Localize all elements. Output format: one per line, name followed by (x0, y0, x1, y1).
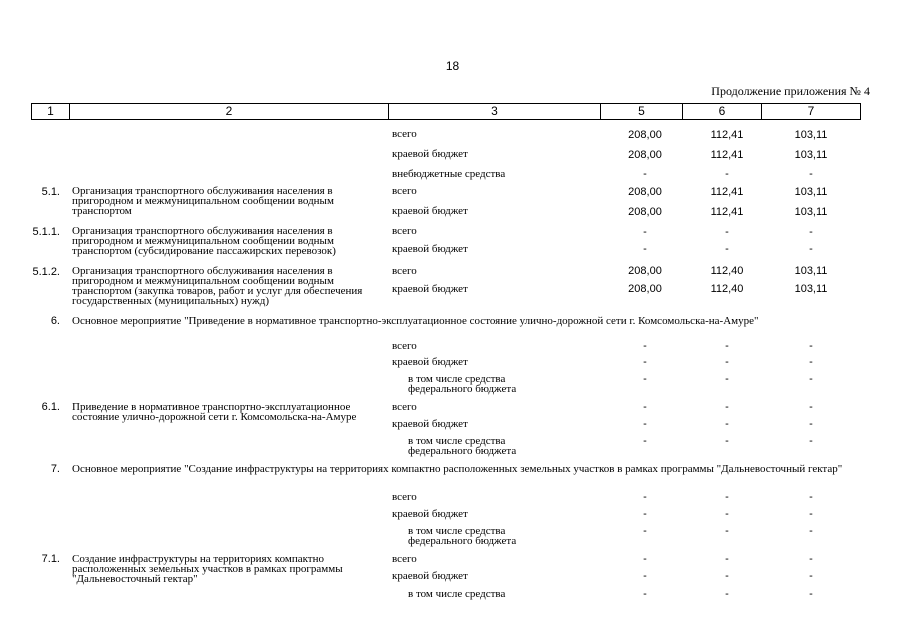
row-index: 7.1. (41, 553, 60, 565)
value-col6: - (725, 356, 729, 368)
value-col5: - (643, 168, 647, 180)
source-label: всего (392, 265, 417, 277)
source-label: краевой бюджет (392, 418, 468, 430)
value-col6: - (725, 553, 729, 565)
value-col5: - (643, 491, 647, 503)
source-label: краевой бюджет (392, 508, 468, 520)
value-col7: - (809, 401, 813, 413)
value-col5: - (643, 588, 647, 600)
header-col-5: 5 (600, 103, 683, 120)
appendix-note: Продолжение приложения № 4 (711, 84, 870, 98)
header-col-2: 2 (69, 103, 389, 120)
value-col6: 112,40 (710, 265, 744, 277)
source-label: всего (392, 340, 417, 352)
source-label: в том числе средства (408, 588, 506, 600)
source-label: всего (392, 553, 417, 565)
header-col-6: 6 (682, 103, 762, 120)
row-index: 5.1.1. (32, 226, 60, 238)
value-col7: 103,11 (794, 265, 828, 277)
value-col7: - (809, 435, 813, 447)
source-label: краевой бюджет (392, 570, 468, 582)
row-index: 6.1. (41, 401, 60, 413)
value-col6: - (725, 570, 729, 582)
source-label: в том числе средства федерального бюджета (408, 373, 517, 395)
row-description: Организация транспортного обслуживания населения в пригородном и межмуниципальном сообщении водным транспортом (72, 185, 334, 217)
source-label: краевой бюджет (392, 205, 468, 217)
source-label: в том числе средства федерального бюджета (408, 525, 517, 547)
value-col7: - (809, 525, 813, 537)
value-col5: - (643, 553, 647, 565)
value-col5: - (643, 356, 647, 368)
value-col6: - (725, 418, 729, 430)
source-label: краевой бюджет (392, 356, 468, 368)
header-col-1: 1 (31, 103, 70, 120)
value-col5: - (643, 340, 647, 352)
header-col-3: 3 (388, 103, 601, 120)
value-col5: - (643, 401, 647, 413)
value-col6: - (725, 525, 729, 537)
value-col6: - (725, 435, 729, 447)
row-index: 5.1. (41, 186, 60, 198)
value-col5: - (643, 243, 647, 255)
value-col5: 208,00 (628, 186, 662, 198)
source-label: всего (392, 128, 417, 140)
value-col7: 103,11 (794, 149, 828, 161)
value-col5: - (643, 373, 647, 385)
value-col6: 112,40 (710, 283, 744, 295)
value-col5: 208,00 (628, 265, 662, 277)
value-col6: - (725, 226, 729, 238)
source-label: всего (392, 491, 417, 503)
value-col7: - (809, 491, 813, 503)
value-col5: - (643, 435, 647, 447)
value-col5: - (643, 226, 647, 238)
value-col5: - (643, 508, 647, 520)
row-index: 6. (50, 315, 60, 327)
value-col5: - (643, 418, 647, 430)
source-label: всего (392, 401, 417, 413)
value-col6: 112,41 (710, 206, 744, 218)
row-description: Основное мероприятие "Приведение в нормативное транспортно-эксплуатационное состояние улично-дорожной сети г. Комсомольска-на-Амуре" (72, 315, 759, 327)
value-col7: - (809, 340, 813, 352)
value-col6: 112,41 (710, 129, 744, 141)
value-col7: - (809, 553, 813, 565)
row-description: Организация транспортного обслуживания населения в пригородном и межмуниципальном сообщении водным транспортом (закупка товаров, работ и услуг для обеспечения государственных (муниципальных) нужд) (72, 265, 363, 307)
row-description: Основное мероприятие "Создание инфраструктуры на территориях компактно расположенных земельных участков в рамках программы "Дальневосточный гектар" (72, 463, 843, 475)
value-col7: - (809, 570, 813, 582)
value-col7: - (809, 588, 813, 600)
value-col5: 208,00 (628, 206, 662, 218)
value-col7: 103,11 (794, 129, 828, 141)
value-col6: - (725, 340, 729, 352)
value-col6: - (725, 491, 729, 503)
page-number: 18 (445, 59, 460, 73)
value-col7: - (809, 168, 813, 180)
source-label: краевой бюджет (392, 243, 468, 255)
value-col6: 112,41 (710, 186, 744, 198)
value-col7: 103,11 (794, 283, 828, 295)
value-col6: 112,41 (710, 149, 744, 161)
source-label: краевой бюджет (392, 148, 468, 160)
value-col7: - (809, 508, 813, 520)
value-col7: - (809, 226, 813, 238)
row-index: 5.1.2. (32, 266, 60, 278)
source-label: всего (392, 225, 417, 237)
source-label: внебюджетные средства (392, 168, 506, 180)
value-col7: - (809, 356, 813, 368)
value-col5: 208,00 (628, 129, 662, 141)
row-index: 7. (50, 463, 60, 475)
source-label: в том числе средства федерального бюджета (408, 435, 517, 457)
value-col5: 208,00 (628, 283, 662, 295)
row-description: Приведение в нормативное транспортно-эксплуатационное состояние улично-дорожной сети г. Комсомольска-на-Амуре (72, 401, 357, 423)
value-col7: 103,11 (794, 186, 828, 198)
value-col5: - (643, 570, 647, 582)
value-col7: - (809, 373, 813, 385)
value-col6: - (725, 588, 729, 600)
value-col6: - (725, 243, 729, 255)
value-col6: - (725, 168, 729, 180)
value-col7: - (809, 243, 813, 255)
source-label: краевой бюджет (392, 283, 468, 295)
value-col6: - (725, 508, 729, 520)
source-label: всего (392, 185, 417, 197)
value-col7: - (809, 418, 813, 430)
header-col-7: 7 (761, 103, 861, 120)
value-col6: - (725, 401, 729, 413)
value-col6: - (725, 373, 729, 385)
row-description: Организация транспортного обслуживания населения в пригородном и межмуниципальном сообщении водным транспортом (субсидирование пассажирских перевозок) (72, 225, 336, 257)
row-description: Создание инфраструктуры на территориях компактно расположенных земельных участков в рамках программы "Дальневосточный гектар" (72, 553, 343, 585)
value-col7: 103,11 (794, 206, 828, 218)
value-col5: - (643, 525, 647, 537)
value-col5: 208,00 (628, 149, 662, 161)
